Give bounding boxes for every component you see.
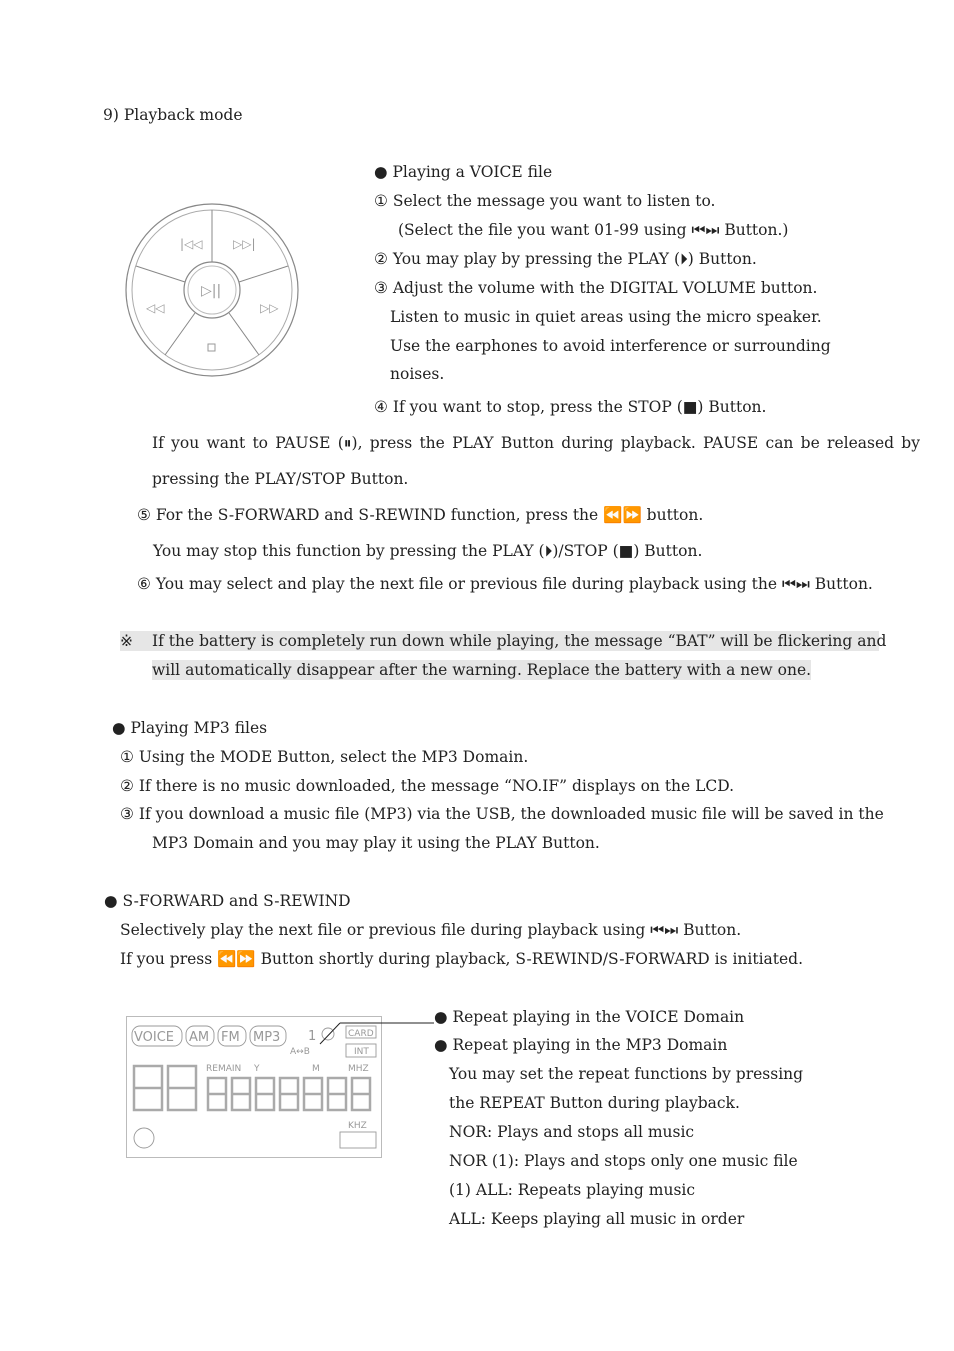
svg-text:◁◁: ◁◁ — [146, 301, 165, 315]
sforward-heading: ● S-FORWARD and S-REWIND — [104, 892, 351, 910]
control-pad-illustration — [122, 200, 302, 380]
repeat-voice: ● Repeat playing in the VOICE Domain — [434, 1008, 745, 1026]
mp3-step-1: ① Using the MODE Button, select the MP3 Domain. — [120, 748, 529, 766]
battery-note-line-1: If the battery is completely run down while playing, the message “BAT” will be flickering and — [152, 632, 887, 650]
section-title: 9) Playback mode — [103, 106, 243, 124]
lcd-ab: A↔B — [290, 1047, 310, 1057]
voice-step-3-line-4: noises. — [390, 365, 445, 383]
lcd-remain: REMAIN — [206, 1064, 242, 1074]
pause-paragraph-line-2: pressing the PLAY/STOP Button. — [152, 470, 409, 488]
note-mark: ※ — [120, 631, 152, 651]
voice-step-1-note: (Select the file you want 01-99 using ⏮⏭ Button.) — [398, 221, 789, 239]
lcd-am: AM — [189, 1030, 210, 1045]
voice-step-5-note: You may stop this function by pressing the PLAY (⏵)/STOP (■) Button. — [153, 542, 703, 560]
svg-text:|◁◁: |◁◁ — [180, 237, 203, 251]
voice-heading: ● Playing a VOICE file — [374, 163, 553, 181]
lcd-m: M — [312, 1064, 320, 1074]
mp3-heading: ● Playing MP3 files — [112, 719, 268, 737]
repeat-nor: NOR: Plays and stops all music — [449, 1123, 695, 1141]
sforward-line-1: Selectively play the next file or previous file during playback using ⏮⏭ Button. — [120, 921, 742, 939]
lcd-mp3: MP3 — [253, 1030, 281, 1045]
lcd-mhz: MHZ — [348, 1064, 369, 1074]
svg-text:▷||: ▷|| — [201, 283, 222, 299]
lcd-pointer-line — [318, 1020, 438, 1050]
lcd-int: INT — [354, 1047, 369, 1057]
voice-step-2: ② You may play by pressing the PLAY (⏵) Button. — [374, 250, 757, 268]
voice-step-3-line-2: Listen to music in quiet areas using the micro speaker. — [390, 308, 822, 326]
repeat-all: ALL: Keeps playing all music in order — [449, 1210, 745, 1228]
voice-step-3: ③ Adjust the volume with the DIGITAL VOLUME button. — [374, 279, 818, 297]
lcd-card: CARD — [348, 1029, 374, 1039]
mp3-step-2: ② If there is no music downloaded, the message “NO.IF” displays on the LCD. — [120, 777, 735, 795]
pause-paragraph-line-1: If you want to PAUSE (⏸), press the PLAY Button during playback. PAUSE can be released by — [152, 434, 920, 452]
svg-text:▷▷: ▷▷ — [260, 301, 279, 315]
svg-text:▷▷|: ▷▷| — [233, 237, 256, 251]
repeat-1-all: (1) ALL: Repeats playing music — [449, 1181, 696, 1199]
lcd-voice: VOICE — [134, 1030, 175, 1045]
lcd-one: 1 — [308, 1029, 317, 1044]
voice-step-5: ⑤ For the S-FORWARD and S-REWIND function, press the ⏪⏩ button. — [137, 506, 704, 524]
repeat-mp3: ● Repeat playing in the MP3 Domain — [434, 1036, 728, 1054]
lcd-y: Y — [254, 1064, 260, 1074]
repeat-line-2: the REPEAT Button during playback. — [449, 1094, 740, 1112]
repeat-nor-1: NOR (1): Plays and stops only one music file — [449, 1152, 798, 1170]
lcd-fm: FM — [221, 1030, 240, 1045]
lcd-khz: KHZ — [348, 1121, 367, 1131]
sforward-line-2: If you press ⏪⏩ Button shortly during playback, S-REWIND/S-FORWARD is initiated. — [120, 950, 804, 968]
voice-step-1: ① Select the message you want to listen to. — [374, 192, 716, 210]
mp3-step-3-line-2: MP3 Domain and you may play it using the PLAY Button. — [152, 834, 600, 852]
voice-step-4: ④ If you want to stop, press the STOP (■) Button. — [374, 398, 767, 416]
voice-step-6: ⑥ You may select and play the next file or previous file during playback using the ⏮⏭ Button. — [137, 575, 873, 593]
repeat-line-1: You may set the repeat functions by pressing — [449, 1065, 804, 1083]
mp3-step-3: ③ If you download a music file (MP3) via the USB, the downloaded music file will be saved in the — [120, 805, 884, 823]
voice-step-3-line-3: Use the earphones to avoid interference or surrounding — [390, 337, 831, 355]
battery-note-line-2: will automatically disappear after the warning. Replace the battery with a new one. — [152, 661, 812, 679]
